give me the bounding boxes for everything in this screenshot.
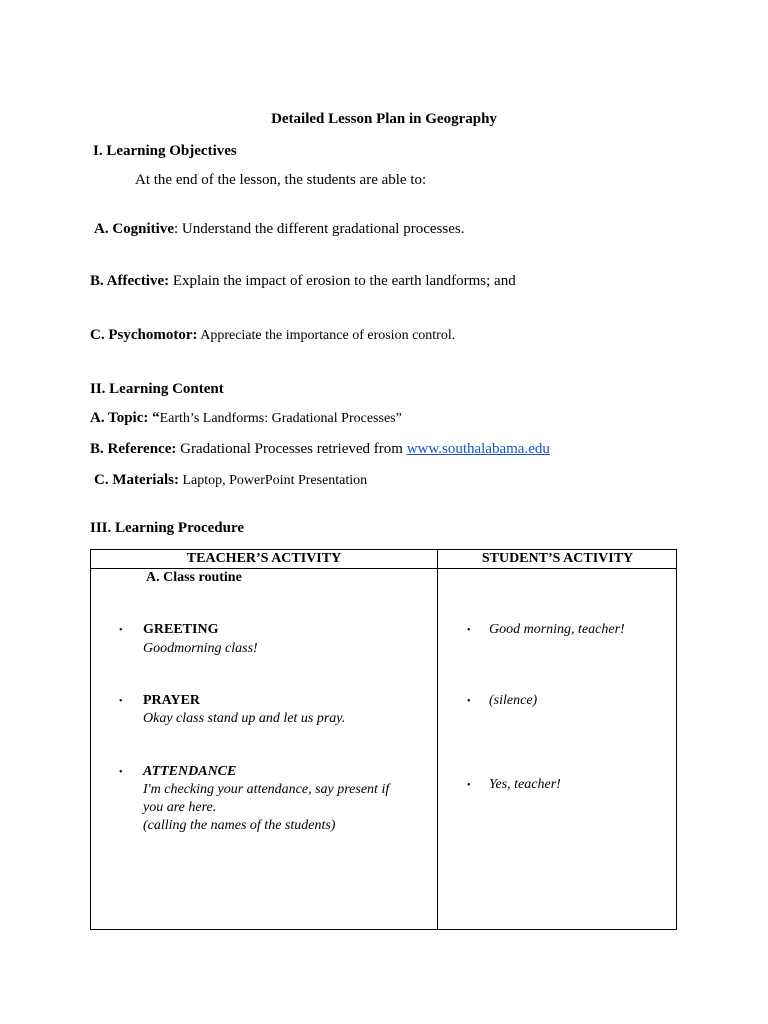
bullet-student-greeting: • — [467, 625, 471, 636]
topic-line — [90, 410, 402, 427]
attendance-line-3: (calling the names of the students) — [143, 818, 336, 833]
attendance-title: ATTENDANCE — [143, 764, 237, 779]
bullet-prayer: • — [119, 696, 123, 707]
bullet-student-prayer: • — [467, 696, 471, 707]
bullet-greeting: • — [119, 625, 123, 636]
document-title: Detailed Lesson Plan in Geography — [271, 111, 497, 127]
psychomotor-label: C. Psychomotor: — [90, 327, 198, 343]
materials-label: C. Materials: — [94, 472, 179, 488]
reference-label: B. Reference: — [90, 441, 177, 457]
student-prayer: (silence) — [489, 693, 538, 708]
procedure-heading: III. Learning Procedure — [90, 520, 245, 536]
student-activity-header: STUDENT’S ACTIVITY — [481, 551, 634, 566]
class-routine-heading: A. Class routine — [146, 570, 242, 585]
reference-link[interactable]: www.southalabama.edu — [406, 441, 550, 457]
psychomotor-objective — [90, 327, 455, 344]
affective-text: Explain the impact of erosion to the earth landforms; and — [169, 273, 516, 289]
materials-line — [94, 472, 367, 489]
affective-label: B. Affective: — [90, 273, 170, 289]
topic-text: Earth’s Landforms: Gradational Processes” — [159, 411, 402, 426]
cognitive-text: : Understand the different gradational processes. — [174, 221, 465, 237]
objectives-intro: At the end of the lesson, the students are able to: — [135, 172, 427, 188]
greeting-title: GREETING — [143, 622, 219, 637]
psychomotor-text: Appreciate the importance of erosion control. — [197, 328, 456, 343]
affective-objective — [90, 273, 516, 290]
column-divider — [437, 550, 438, 929]
attendance-line-2: you are here. — [143, 800, 217, 815]
attendance-line-1: I'm checking your attendance, say present if — [143, 782, 390, 797]
teacher-activity-header: TEACHER’S ACTIVITY — [186, 551, 342, 566]
reference-text: Gradational Processes retrieved from — [176, 441, 407, 457]
greeting-line: Goodmorning class! — [143, 641, 258, 656]
bullet-student-attendance: • — [467, 780, 471, 791]
topic-label: A. Topic: “ — [90, 410, 160, 426]
bullet-attendance: • — [119, 767, 123, 778]
activity-table — [90, 549, 677, 930]
student-greeting: Good morning, teacher! — [489, 622, 625, 637]
materials-text: Laptop, PowerPoint Presentation — [178, 473, 368, 488]
prayer-line: Okay class stand up and let us pray. — [143, 711, 346, 726]
student-attendance: Yes, teacher! — [489, 777, 561, 792]
reference-line — [90, 441, 550, 458]
content-heading: II. Learning Content — [90, 381, 224, 397]
cognitive-objective — [94, 221, 464, 238]
cognitive-label: A. Cognitive — [94, 221, 174, 237]
prayer-title: PRAYER — [143, 693, 201, 708]
objectives-heading: I. Learning Objectives — [93, 143, 237, 159]
